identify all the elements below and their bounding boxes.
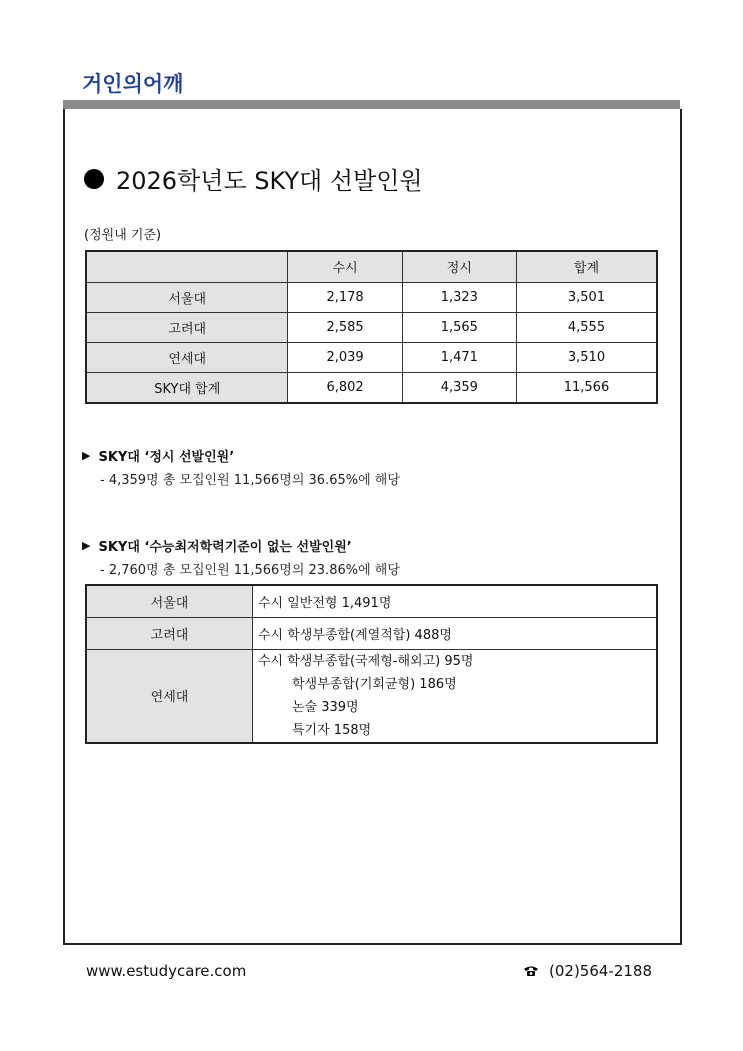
brand-logo: 거인의어깨	[82, 72, 184, 96]
triangle-right-icon: ▶	[82, 539, 91, 552]
section-detail: - 2,760명 총 모집인원 11,566명의 23.86%에 해당	[100, 563, 400, 578]
value-cell: 3,501	[516, 282, 657, 312]
detail-cell: 수시 일반전형 1,491명	[253, 585, 658, 617]
table-row-total	[86, 372, 657, 403]
section-jeongsi	[82, 446, 400, 488]
table-row	[86, 617, 657, 649]
detail-line: 수시 학생부종합(국제형-해외고) 95명	[258, 653, 474, 669]
bullet-circle-icon	[84, 169, 104, 189]
value-cell: 1,323	[402, 282, 516, 312]
value-cell: 6,802	[288, 372, 402, 403]
table-header-row	[86, 251, 657, 282]
phone-contact	[523, 962, 652, 980]
detail-cell: 수시 학생부종합(계열적합) 488명	[253, 617, 658, 649]
header-cell-total: 합계	[516, 251, 657, 282]
school-cell: 연세대	[86, 649, 253, 743]
table-row	[86, 282, 657, 312]
table-row	[86, 312, 657, 342]
section-heading	[82, 446, 400, 465]
school-cell: 연세대	[86, 342, 288, 372]
school-cell: 고려대	[86, 617, 253, 649]
admissions-table	[85, 250, 658, 404]
value-cell: 2,585	[288, 312, 402, 342]
page-title-text: 2026학년도 SKY대 선발인원	[116, 167, 423, 195]
value-cell: 2,178	[288, 282, 402, 312]
value-cell: 1,565	[402, 312, 516, 342]
basis-note: (정원내 기준)	[84, 228, 162, 243]
value-cell: 4,555	[516, 312, 657, 342]
page-title	[84, 161, 423, 196]
section-heading-text: SKY대 ‘수능최저학력기준이 없는 선발인원’	[98, 540, 352, 555]
table-row	[86, 649, 657, 743]
school-cell: 서울대	[86, 282, 288, 312]
section-detail: - 4,359명 총 모집인원 11,566명의 36.65%에 해당	[100, 473, 400, 488]
detail-line: 논술 339명	[292, 699, 359, 715]
table-row	[86, 585, 657, 617]
detail-line: 특기자 158명	[292, 722, 372, 738]
school-cell: 서울대	[86, 585, 253, 617]
telephone-icon	[523, 965, 539, 977]
section-heading-text: SKY대 ‘정시 선발인원’	[98, 450, 235, 465]
triangle-right-icon: ▶	[82, 449, 91, 462]
detail-cell-multi	[253, 649, 658, 743]
table-row	[86, 342, 657, 372]
website-url: www.estudycare.com	[86, 962, 247, 980]
header-cell-jeongsi: 정시	[402, 251, 516, 282]
value-cell: 11,566	[516, 372, 657, 403]
value-cell: 4,359	[402, 372, 516, 403]
value-cell: 2,039	[288, 342, 402, 372]
value-cell: 3,510	[516, 342, 657, 372]
value-cell: 1,471	[402, 342, 516, 372]
section-no-minimum	[82, 536, 400, 578]
detail-line: 학생부종합(기회균형) 186명	[292, 676, 457, 692]
phone-number: (02)564-2188	[549, 962, 653, 980]
header-cell-blank	[86, 251, 288, 282]
school-cell: SKY대 합계	[86, 372, 288, 403]
header-cell-susi: 수시	[288, 251, 402, 282]
school-cell: 고려대	[86, 312, 288, 342]
section-heading	[82, 536, 400, 555]
header-bar	[63, 100, 680, 109]
no-minimum-table	[85, 584, 658, 744]
